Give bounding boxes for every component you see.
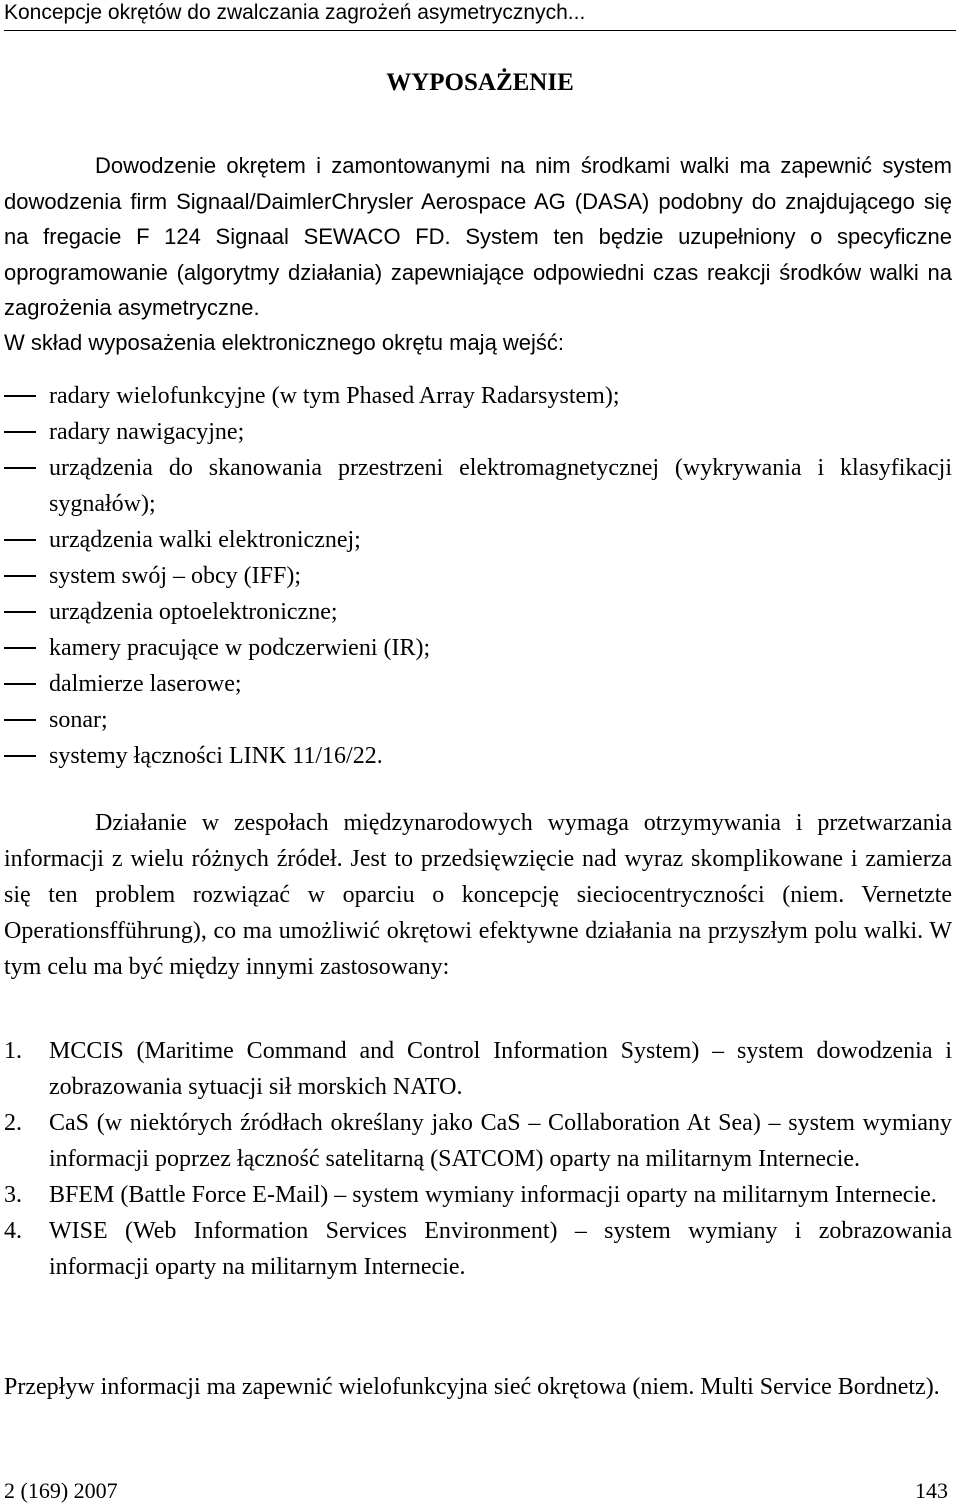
systems-list	[4, 1033, 952, 1285]
dash-bullet-icon	[4, 755, 36, 757]
intro-paragraph: Dowodzenie okrętem i zamontowanymi na nim środkami walki ma zapewnić system dowodzenia firm Signaal/DaimlerChrysler Aerospace AG (DASA) podobny do znajdującego się na fregacie F 124 Signaal SEWACO FD. System ten będzie uzupełniony o specyficzne oprogramowanie (algorytmy działania) zapewniające odpowiedni czas reakcji środków walki na zagrożenia asymetryczne.	[4, 153, 952, 321]
equipment-list	[4, 378, 952, 774]
list-item: dalmierze laserowe;	[4, 666, 952, 702]
dash-bullet-icon	[4, 395, 36, 397]
running-header	[4, 0, 956, 31]
section-title: WYPOSAŻENIE	[386, 69, 574, 96]
list-item: sonar;	[4, 702, 952, 738]
list-item: 1. MCCIS (Maritime Command and Control Information System) – system dowodzenia i zobrazowania sytuacji sił morskich NATO.	[4, 1038, 952, 1100]
dash-bullet-icon	[4, 647, 36, 649]
list-item: 2. CaS (w niektórych źródłach określany jako CaS – Collaboration At Sea) – system wymiany informacji poprzez łączność satelitarną (SATCOM) oparty na militarnym Internecie.	[4, 1110, 952, 1172]
dash-bullet-icon	[4, 683, 36, 685]
dash-bullet-icon	[4, 431, 36, 433]
equipment-intro: W skład wyposażenia elektronicznego okrętu mają wejść:	[4, 330, 565, 355]
list-item: kamery pracujące w podczerwieni (IR);	[4, 630, 952, 666]
dash-bullet-icon	[4, 539, 36, 541]
list-item: urządzenia optoelektroniczne;	[4, 594, 952, 630]
list-item: systemy łączności LINK 11/16/22.	[4, 738, 952, 774]
dash-bullet-icon	[4, 719, 36, 721]
list-item: radary wielofunkcyjne (w tym Phased Array Radarsystem);	[4, 378, 952, 414]
list-item: 3. BFEM (Battle Force E-Mail) – system wymiany informacji oparty na militarnym Internecie.	[4, 1182, 937, 1208]
dash-bullet-icon	[4, 575, 36, 577]
list-item: urządzenia do skanowania przestrzeni elektromagnetycznej (wykrywania i klasyfikacji sygnałów);	[4, 450, 952, 522]
dash-bullet-icon	[4, 611, 36, 613]
page-footer	[4, 1478, 948, 1506]
issue-number: 2 (169) 2007	[4, 1478, 118, 1503]
list-item: system swój – obcy (IFF);	[4, 558, 952, 594]
network-paragraph: Działanie w zespołach międzynarodowych wymaga otrzymywania i przetwarzania informacji z wielu różnych źródeł. Jest to przedsięwzięcie nad wyraz skomplikowane i zamierza się ten problem rozwiązać w oparciu o koncepcję sieciocentryczności (niem. Vernetzte Operationsfführung), co ma umożliwić okrętowi efektywne działania na przyszłym polu walki. W tym celu ma być między innymi zastosowany:	[4, 810, 952, 980]
list-item: 4. WISE (Web Information Services Environment) – system wymiany i zobrazowania informacji oparty na militarnym Internecie.	[4, 1218, 952, 1280]
closing-paragraph: Przepływ informacji ma zapewnić wielofunkcyjna sieć okrętowa (niem. Multi Service Bordnetz).	[4, 1374, 940, 1400]
dash-bullet-icon	[4, 467, 36, 469]
page-number: 143	[915, 1478, 948, 1503]
list-item: radary nawigacyjne;	[4, 414, 952, 450]
running-header-title: Koncepcje okrętów do zwalczania zagrożeń asymetrycznych...	[4, 1, 586, 24]
list-item: urządzenia walki elektronicznej;	[4, 522, 952, 558]
